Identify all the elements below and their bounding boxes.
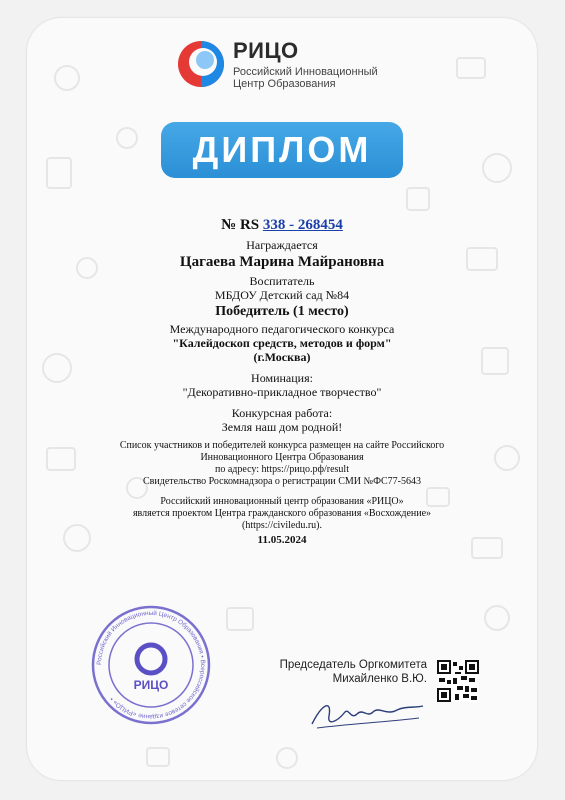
- project-block: [67, 496, 497, 532]
- info-block: [67, 440, 497, 488]
- rico-logo-icon: [175, 38, 227, 90]
- contest-city: (г.Москва): [253, 350, 311, 364]
- diploma-sheet: [27, 18, 537, 780]
- logo-name: РИЦО: [233, 38, 299, 63]
- info-line: Инновационного Центра Образования: [200, 452, 364, 463]
- issue-date: 11.05.2024: [257, 534, 307, 546]
- project-line: является проектом Центра гражданского образования «Восхождение»: [132, 508, 432, 519]
- awarded-label: Награждается: [246, 238, 318, 252]
- logo-subtitle-line: Российский Инновационный: [233, 66, 378, 78]
- number-prefix: № RS: [221, 217, 260, 233]
- recipient-organization: МБДОУ Детский сад №84: [214, 288, 350, 302]
- recipient-position: Воспитатель: [249, 274, 315, 288]
- info-link[interactable]: по адресу: https://рицо.рф/result: [215, 464, 349, 475]
- contest-name: "Калейдоскоп средств, методов и форм": [172, 336, 392, 350]
- signature-block: [249, 658, 427, 686]
- work-value: Земля наш дом родной!: [221, 420, 343, 434]
- official-stamp: [89, 603, 213, 727]
- nomination-label: Номинация:: [251, 371, 313, 385]
- info-line: Свидетельство Роскомнадзора о регистрации СМИ №ФС77-5643: [143, 476, 421, 487]
- diploma-number: [67, 217, 497, 234]
- contest-line: Международного педагогического конкурса: [169, 322, 395, 336]
- signature-title: Председатель Оргкомитета: [279, 659, 427, 671]
- stamp-ring-text: Российский Инновационный Центр Образования • Всероссийское сетевое издание «РИЦО» •: [95, 609, 207, 721]
- award-place: Победитель (1 место): [215, 304, 349, 319]
- nomination-value: "Декоративно-прикладное творчество": [182, 385, 382, 399]
- project-line: Российский инновационный центр образования «РИЦО»: [160, 496, 404, 507]
- info-line: Список участников и победителей конкурса размещен на сайте Российского: [119, 440, 445, 451]
- rico-logo: [175, 36, 405, 96]
- logo-subtitle-line: Центр Образования: [233, 78, 336, 90]
- qr-code[interactable]: [437, 660, 479, 702]
- project-link[interactable]: (https://civiledu.ru).: [242, 520, 322, 531]
- svg-text:Российский Инновационный Центр: [96, 609, 206, 720]
- logo-subtitle: [233, 66, 378, 90]
- diploma-banner: ДИПЛОМ: [161, 122, 403, 178]
- stamp-center-text: РИЦО: [133, 678, 169, 692]
- handwritten-signature: [307, 694, 427, 734]
- recipient-name: Цагаева Марина Майрановна: [179, 254, 385, 270]
- work-label: Конкурсная работа:: [231, 406, 333, 420]
- number-value[interactable]: 338 - 268454: [262, 217, 343, 233]
- signature-name: Михайленко В.Ю.: [332, 673, 427, 685]
